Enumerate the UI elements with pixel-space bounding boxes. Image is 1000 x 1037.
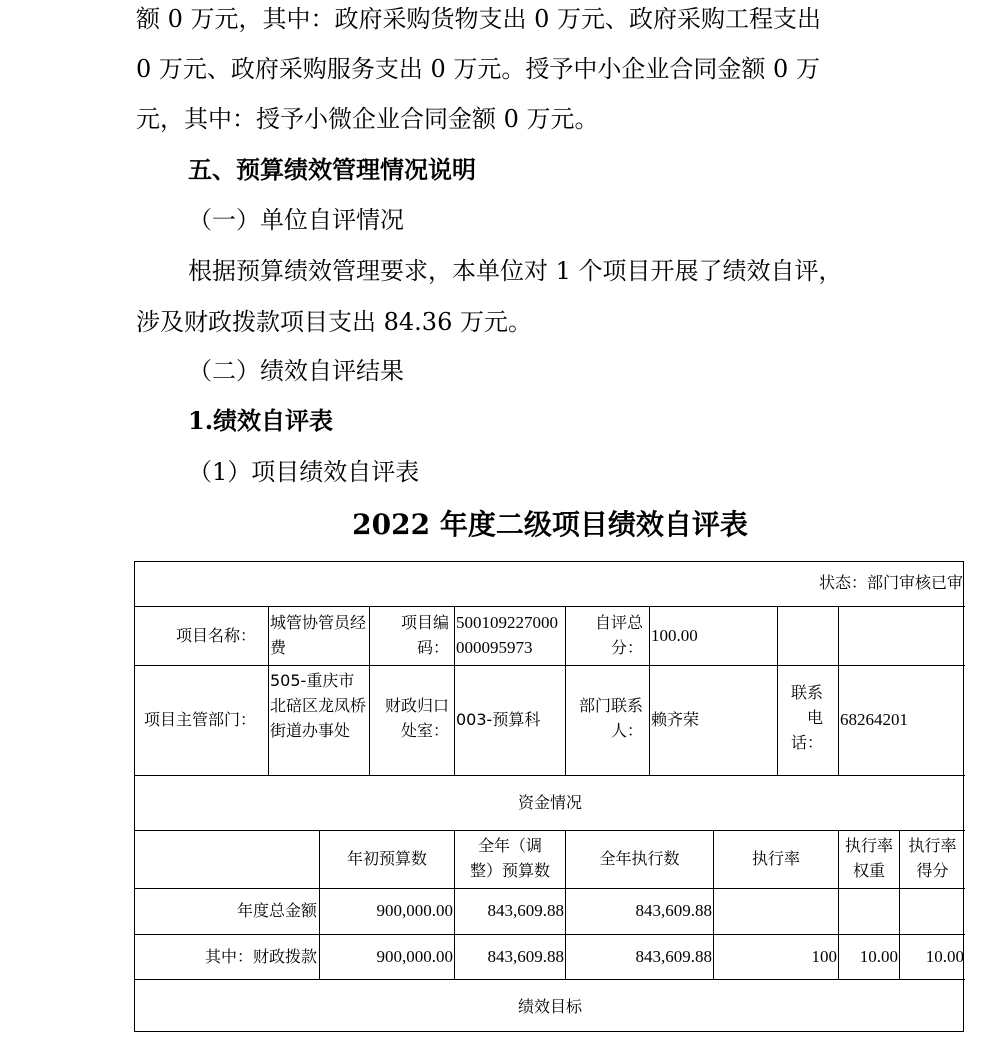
col-divider [565, 830, 566, 979]
col-divider [838, 830, 839, 979]
paragraph-line-3: 元，其中：授予小微企业合同金额 0 万元。 [136, 105, 599, 133]
contact-person-value: 赖齐荣 [651, 710, 700, 729]
col-divider [838, 606, 839, 775]
table-title: 2022 年度二级项目绩效自评表 [352, 508, 748, 541]
row-fiscal-rate: 100 [811, 947, 837, 966]
row-fiscal-initial: 900,000.00 [376, 947, 453, 966]
col-header-rate: 执行率 [751, 849, 800, 868]
goals-header: 绩效目标 [517, 997, 582, 1016]
row-total-executed: 843,609.88 [635, 901, 712, 920]
col-divider [649, 606, 650, 775]
row-divider [135, 775, 965, 776]
sub-item-heading: （1）项目绩效自评表 [188, 458, 420, 486]
paragraph-line-1: 额 0 万元，其中：政府采购货物支出 0 万元、政府采购工程支出 [136, 5, 822, 33]
self-eval-line-2: 涉及财政拨款项目支出 84.36 万元。 [136, 308, 532, 336]
row-label-fiscal: 其中：财政拨款 [204, 947, 317, 966]
col-header-executed: 全年执行数 [599, 849, 680, 868]
finance-office-label: 财政归口处室： [384, 696, 449, 740]
col-divider [454, 606, 455, 775]
row-fiscal-executed: 843,609.88 [635, 947, 712, 966]
col-divider [319, 830, 320, 979]
col-divider [369, 606, 370, 775]
row-fiscal-weight: 10.00 [859, 947, 898, 966]
row-divider [135, 979, 965, 980]
phone-value: 68264201 [840, 710, 908, 729]
row-divider [135, 830, 965, 831]
project-name-label: 项目名称： [175, 626, 256, 645]
row-fiscal-score: 10.00 [925, 947, 964, 966]
item-heading: 1.绩效自评表 [188, 406, 334, 435]
self-score-label: 自评总分： [594, 613, 643, 657]
dept-label: 项目主管部门： [143, 710, 256, 729]
row-divider [135, 934, 965, 935]
row-label-total: 年度总金额 [236, 901, 317, 920]
paragraph-line-2: 0 万元、政府采购服务支出 0 万元。授予中小企业合同金额 0 万 [136, 55, 820, 83]
finance-office-value: 003-预算科 [456, 710, 541, 729]
project-code-label: 项目编码： [400, 613, 449, 657]
project-name-value: 城管协管员经费 [270, 613, 366, 657]
col-divider [777, 606, 778, 775]
col-divider [899, 830, 900, 979]
self-eval-line-1: 根据预算绩效管理要求，本单位对 1 个项目开展了绩效自评， [188, 257, 843, 285]
row-total-initial: 900,000.00 [376, 901, 453, 920]
project-code-value: 500109227000000095973 [456, 613, 558, 657]
section-heading: 五、预算绩效管理情况说明 [188, 155, 476, 184]
sub-heading-unit-self-eval: （一）单位自评情况 [188, 206, 404, 234]
col-divider [713, 830, 714, 979]
row-divider [135, 888, 965, 889]
row-divider [135, 665, 965, 666]
funds-header: 资金情况 [517, 793, 582, 812]
dept-value: 505-重庆市北碚区龙凤桥街道办事处 [270, 671, 367, 740]
col-divider [268, 606, 269, 775]
self-score-value: 100.00 [651, 626, 698, 645]
col-header-adjusted: 全年（调整）预算数 [469, 836, 550, 880]
row-total-adjusted: 843,609.88 [487, 901, 564, 920]
row-fiscal-adjusted: 843,609.88 [487, 947, 564, 966]
col-header-weight: 执行率权重 [844, 836, 893, 880]
col-divider [565, 606, 566, 775]
col-header-score: 执行率得分 [908, 836, 957, 880]
col-header-initial: 年初预算数 [346, 849, 427, 868]
row-divider [135, 606, 965, 607]
performance-table [134, 561, 964, 1032]
sub-heading-self-eval-results: （二）绩效自评结果 [188, 357, 404, 385]
phone-label: 联系电话： [790, 683, 823, 752]
contact-person-label: 部门联系人： [578, 696, 643, 740]
status-label: 状态：部门审核已审 [818, 573, 963, 592]
col-divider [454, 830, 455, 979]
